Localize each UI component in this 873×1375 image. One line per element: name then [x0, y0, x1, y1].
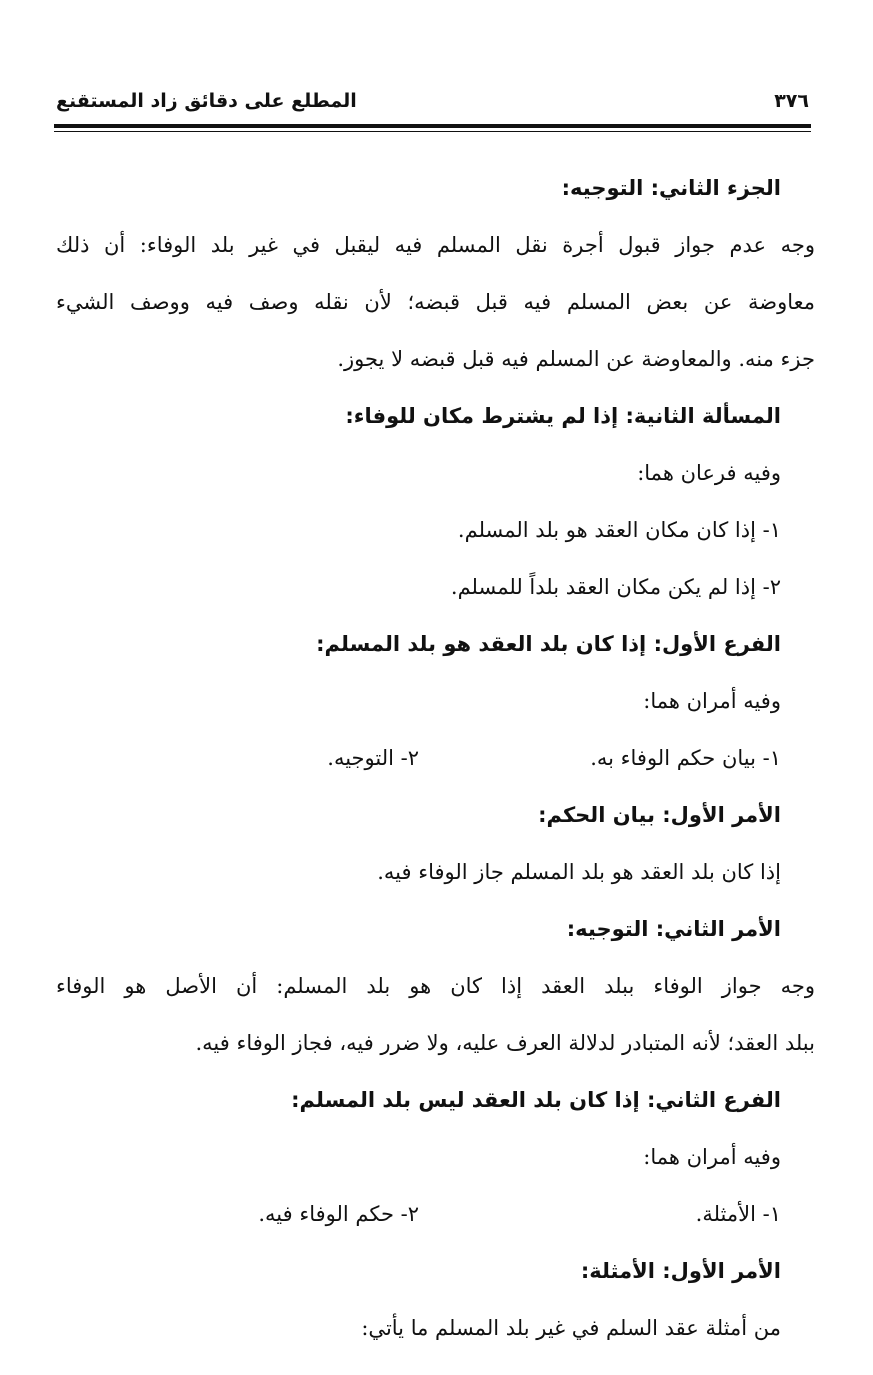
list-item: ١- بيان حكم الوفاء به.: [590, 746, 781, 770]
list-item: ٢- إذا لم يكن مكان العقد بلداً للمسلم.: [450, 575, 781, 599]
section-heading: الفرع الثاني: إذا كان بلد العقد ليس بلد المسلم:: [291, 1088, 781, 1112]
list-item: ٢- حكم الوفاء فيه.: [258, 1202, 419, 1226]
paragraph-line: وجه عدم جواز قبول أجرة نقل المسلم فيه ليقبل في غير بلد الوفاء: أن ذلك: [56, 233, 815, 257]
paragraph-line: جزء منه. والمعاوضة عن المسلم فيه قبل قبضه لا يجوز.: [337, 347, 815, 371]
section-heading: الجزء الثاني: التوجيه:: [561, 176, 781, 200]
paragraph-line: معاوضة عن بعض المسلم فيه قبل قبضه؛ لأن نقله وصف فيه ووصف الشيء: [56, 290, 815, 314]
list-row: [56, 738, 781, 795]
paragraph-line: ببلد العقد؛ لأنه المتبادر لدلالة العرف عليه، ولا ضرر فيه، فجاز الوفاء فيه.: [195, 1031, 815, 1055]
list-item: ٢- التوجيه.: [327, 746, 419, 770]
section-heading: المسألة الثانية: إذا لم يشترط مكان للوفاء:: [345, 404, 781, 428]
paragraph-line: وفيه أمران هما:: [643, 689, 781, 713]
paragraph-line: وجه جواز الوفاء ببلد العقد إذا كان هو بلد المسلم: أن الأصل هو الوفاء: [56, 974, 815, 998]
section-heading: الفرع الأول: إذا كان بلد العقد هو بلد المسلم:: [316, 632, 781, 656]
header-rule-thin: [54, 131, 811, 132]
section-heading: الأمر الأول: بيان الحكم:: [538, 803, 781, 827]
book-title: المطلع على دقائق زاد المستقنع: [56, 90, 357, 112]
list-item: ١- إذا كان مكان العقد هو بلد المسلم.: [457, 518, 781, 542]
page-header: [56, 88, 809, 118]
list-row: [56, 1194, 781, 1251]
section-heading: الأمر الثاني: التوجيه:: [566, 917, 781, 941]
paragraph-line: من أمثلة عقد السلم في غير بلد المسلم ما يأتي:: [361, 1316, 781, 1340]
list-item: ١- الأمثلة.: [695, 1202, 781, 1226]
page-number: ٣٧٦: [774, 90, 809, 112]
paragraph-line: وفيه أمران هما:: [643, 1145, 781, 1169]
page-body: [56, 168, 815, 1365]
paragraph-line: وفيه فرعان هما:: [637, 461, 781, 485]
section-heading: الأمر الأول: الأمثلة:: [580, 1259, 781, 1283]
header-rule-thick: [54, 124, 811, 128]
paragraph-line: إذا كان بلد العقد هو بلد المسلم جاز الوفاء فيه.: [377, 860, 781, 884]
